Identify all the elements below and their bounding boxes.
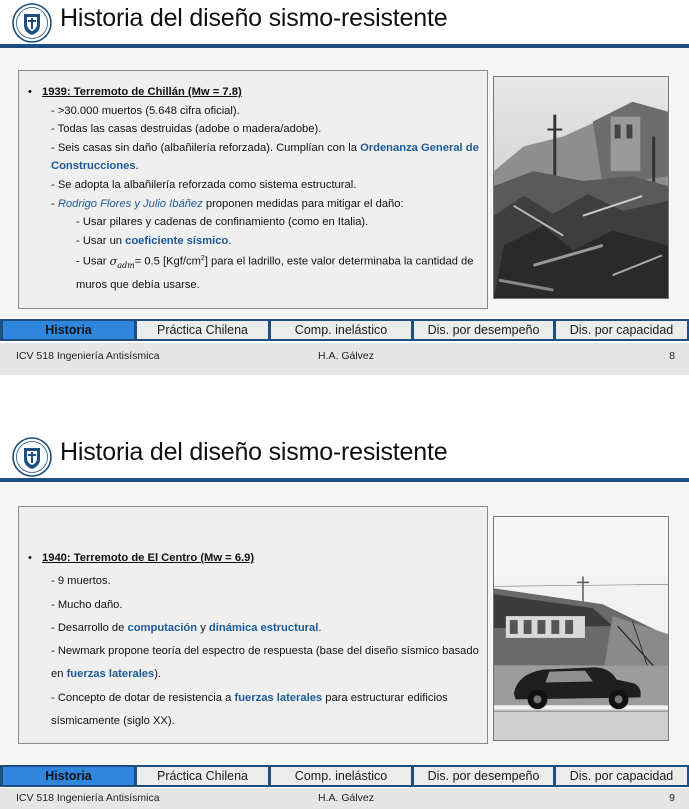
sigma-symbol: $\sigma_{adm}$ [109,255,135,271]
text-line: - Seis casas sin daño (albañilería reforzada). Cumplían con la Ordenanza General de Construcciones. [51,141,479,173]
highlight-term: fuerzas laterales [234,691,323,704]
university-seal-icon [12,3,52,43]
footer-course: ICV 518 Ingeniería Antisísmica [16,350,160,362]
bullet-heading: • 1939: Terremoto de Chillán (Mw = 7.8) [24,83,484,102]
tab-dis-desempeno[interactable]: Dis. por desempeño [414,767,553,785]
highlight-term: coeficiente sísmico [125,234,229,247]
footer-author: H.A. Gálvez [318,792,375,804]
slide-header [0,434,689,480]
slide-footer [0,788,689,809]
highlight-term: Ordenanza General de Construcciones [51,141,479,173]
tab-practica-chilena[interactable]: Práctica Chilena [137,321,268,339]
slide-header [0,0,689,46]
tab-dis-desempeno[interactable]: Dis. por desempeño [414,321,553,339]
university-seal-icon [12,437,52,477]
text-line: - Todas las casas destruidas (adobe o madera/adobe). [51,123,322,136]
highlight-term: computación [127,621,198,634]
page-number: 9 [669,792,675,804]
tab-historia[interactable]: Historia [3,321,134,339]
text-line: - Newmark propone teoría del espectro de respuesta (base del diseño sísmico basado en fuerzas laterales). [51,645,479,681]
text-line: - Usar $\sigma_{adm}= 0.5$ $[Kgf/cm^2]$ para el ladrillo, este valor determinaba la cantidad de muros que debía usarse. [76,255,474,291]
tab-comp-inelastico[interactable]: Comp. inelástico [271,767,411,785]
slide-footer [0,343,689,375]
page-title: Historia del diseño sismo-resistente [60,4,448,32]
section-nav [0,765,689,787]
tab-historia[interactable]: Historia [3,767,134,785]
section-nav [0,319,689,341]
page-title: Historia del diseño sismo-resistente [60,438,448,466]
slide-9 [0,434,689,809]
text-line: - Desarrollo de computación y dinámica estructural. [51,621,322,634]
tab-practica-chilena[interactable]: Práctica Chilena [137,767,268,785]
footer-author: H.A. Gálvez [318,350,375,362]
slide-text [24,83,484,295]
text-line: - 9 muertos. [51,575,111,588]
slide-text [24,547,484,733]
text-line: - Rodrigo Flores y Julio Ibáñez proponen medidas para mitigar el daño: [51,197,404,210]
tab-dis-capacidad[interactable]: Dis. por capacidad [556,321,687,339]
text-line: - Usar pilares y cadenas de confinamiento (como en Italia). [76,216,369,229]
footer-course: ICV 518 Ingeniería Antisísmica [16,792,160,804]
highlight-term: dinámica estructural [208,621,319,634]
tab-dis-capacidad[interactable]: Dis. por capacidad [556,767,687,785]
tab-comp-inelastico[interactable]: Comp. inelástico [271,321,411,339]
collapsed-building-car-photo [493,516,669,741]
bullet-heading: • 1940: Terremoto de El Centro (Mw = 6.9) [24,547,484,570]
text-line: - Usar un coeficiente sísmico. [76,234,232,247]
earthquake-ruins-photo [493,76,669,299]
text-line: - Concepto de dotar de resistencia a fuerzas laterales para estructurar edificios sísmicamente (siglo XX). [51,691,448,728]
slide-gap [0,375,689,434]
slide-8 [0,0,689,375]
text-line: - Se adopta la albañilería reforzada como sistema estructural. [51,178,357,191]
text-line: - Mucho daño. [51,598,123,611]
page-number: 8 [669,350,675,362]
highlight-term: fuerzas laterales [66,668,155,681]
highlight-names: Rodrigo Flores y Julio Ibáñez [57,197,203,210]
text-line: - >30.000 muertos (5.648 cifra oficial). [51,104,240,117]
